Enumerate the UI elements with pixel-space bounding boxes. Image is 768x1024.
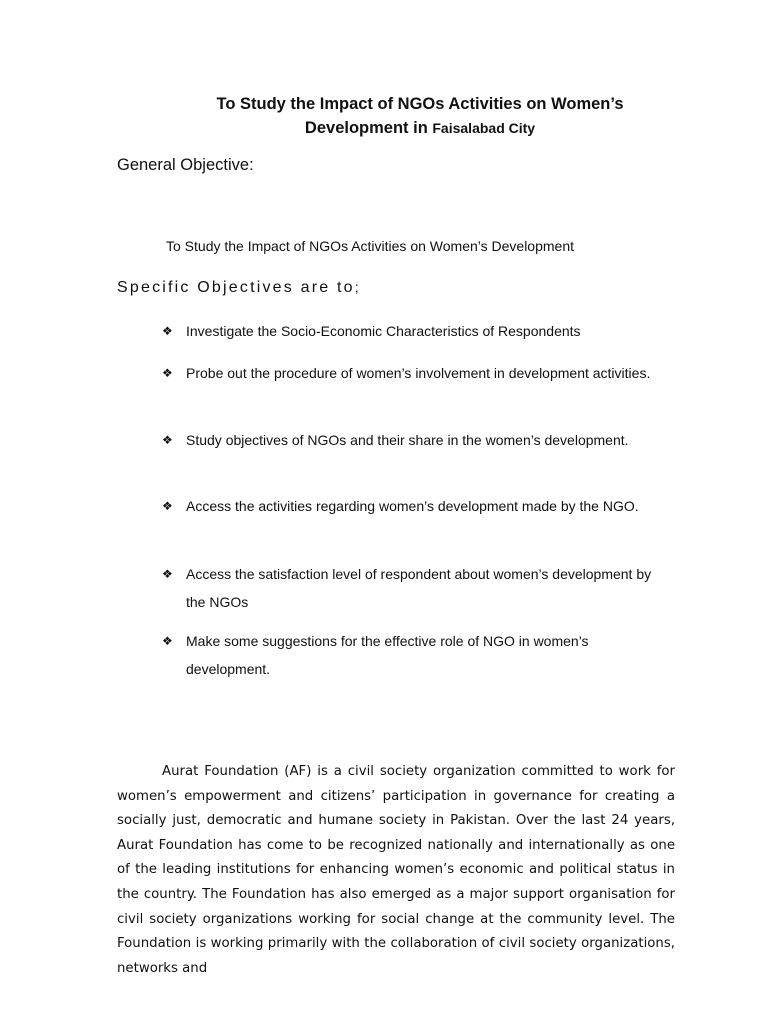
objective-text: Probe out the procedure of women’s involvement in development activities. xyxy=(186,365,651,381)
specific-heading-suffix: ; xyxy=(354,279,359,295)
aurat-foundation-paragraph: Aurat Foundation (AF) is a civil society organization committed to work for women’s empowerment and citizens’ participation in governance for creating a socially just, democratic and humane society in Pakistan. Over the last 24 years, Aurat Foundation has come to be recognized nationally and internationally as one of the leading institutions for enhancing women’s economic and political status in the country. The Foundation has also emerged as a major support organisation for civil society organizations working for social change at the community level. The Foundation is working primarily with the collaboration of civil society organizations, networks and xyxy=(117,764,675,976)
objective-item xyxy=(162,318,662,346)
objective-item xyxy=(162,360,662,388)
diamond-bullet-icon: ❖ xyxy=(162,634,173,648)
objective-text: Make some suggestions for the effective role of NGO in women’s development. xyxy=(186,633,589,677)
general-objective-heading: General Objective: xyxy=(117,156,254,174)
diamond-bullet-icon: ❖ xyxy=(162,433,173,447)
diamond-bullet-icon: ❖ xyxy=(162,366,173,380)
objective-text: Study objectives of NGOs and their share in the women’s development. xyxy=(186,432,629,448)
objective-item xyxy=(162,561,662,616)
objective-text: Access the activities regarding women’s development made by the NGO. xyxy=(186,498,639,514)
objective-text: Access the satisfaction level of respondent about women’s development by the NGOs xyxy=(186,566,652,610)
objective-item xyxy=(162,493,662,521)
diamond-bullet-icon: ❖ xyxy=(162,324,173,338)
objective-item xyxy=(162,628,662,683)
title-text-1: To Study the Impact of NGOs Activities on Women’s xyxy=(216,95,624,113)
title-city: Faisalabad City xyxy=(432,120,536,136)
objective-text: Investigate the Socio-Economic Characteristics of Respondents xyxy=(186,323,581,339)
title-text-2: Development in xyxy=(304,119,428,137)
specific-objectives-heading xyxy=(117,275,359,300)
general-objective-text: To Study the Impact of NGOs Activities on Women’s Development xyxy=(166,238,574,254)
objective-item xyxy=(162,427,662,455)
document-title-line-1 xyxy=(110,92,730,116)
document-title-line-2 xyxy=(110,116,730,140)
diamond-bullet-icon: ❖ xyxy=(162,499,173,513)
diamond-bullet-icon: ❖ xyxy=(162,567,173,581)
specific-heading-text: Specific Objectives are to xyxy=(117,279,355,296)
